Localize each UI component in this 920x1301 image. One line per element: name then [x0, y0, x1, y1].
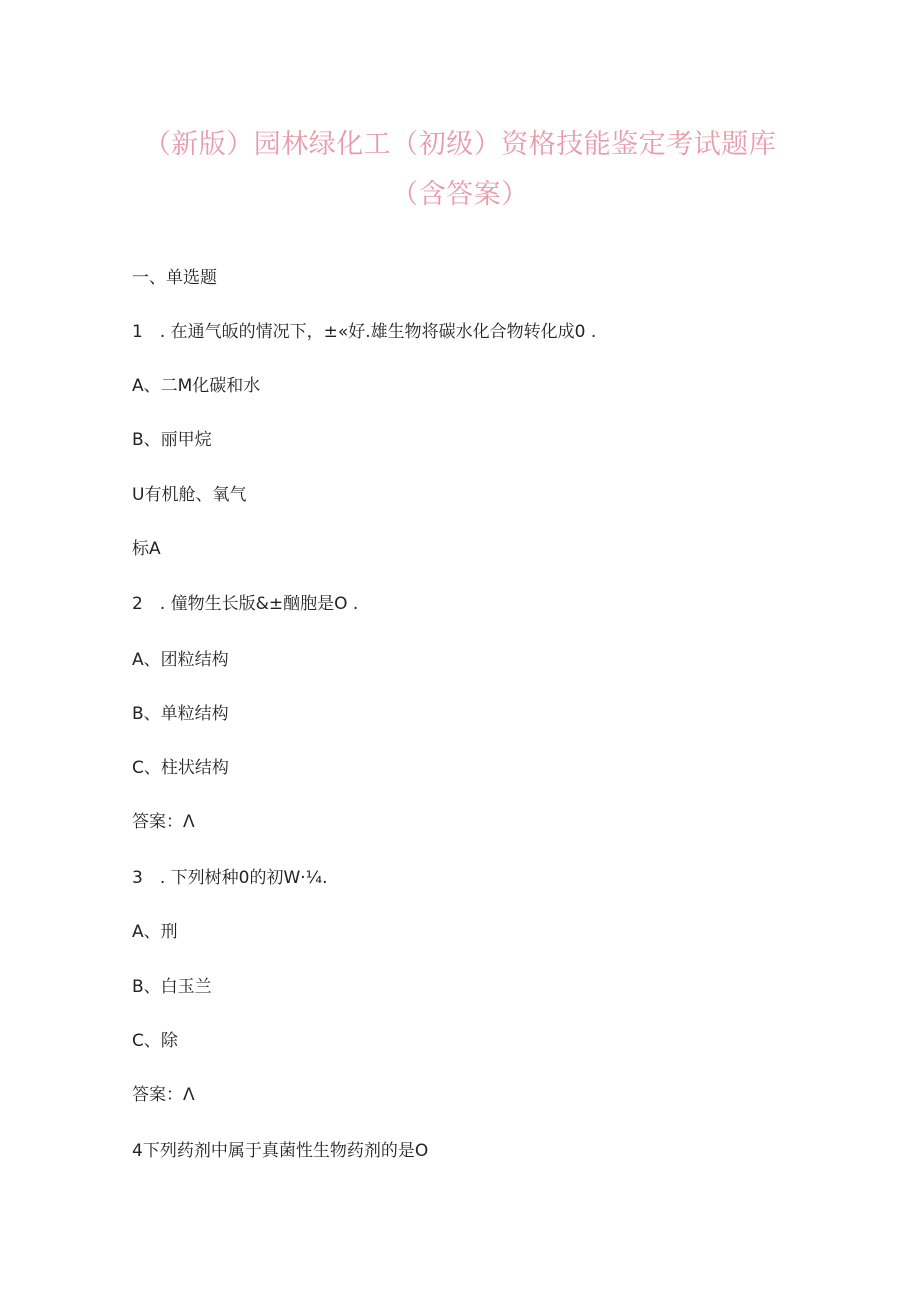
document-title: （新版）园林绿化工（初级）资格技能鉴定考试题库	[143, 129, 777, 160]
question-1-option-b: B、丽甲烷	[132, 430, 212, 450]
question-3-answer: 答案：Λ	[132, 1085, 195, 1105]
question-2-option-a: A、团粒结构	[132, 650, 229, 670]
question-1-option-a: A、二M化碳和水	[132, 376, 261, 396]
question-4: 4下列药剂中属于真菌性生物药剂的是O	[132, 1141, 429, 1161]
question-3-option-c: C、除	[132, 1031, 178, 1051]
question-1-answer: 标A	[132, 539, 161, 559]
question-2: 2 . 僮物生长版&±酗胞是O .	[132, 594, 359, 614]
section-heading: 一、单选题	[132, 268, 217, 288]
question-2-answer: 答案：Λ	[132, 812, 195, 832]
question-1: 1 . 在通气皈的情况下，±«好.雄生物将碳水化合物转化成0 .	[132, 322, 597, 342]
question-2-option-b: B、单粒结构	[132, 704, 229, 724]
question-3-option-b: B、白玉兰	[132, 977, 212, 997]
question-2-option-c: C、柱状结构	[132, 758, 229, 778]
question-3-option-a: A、刑	[132, 922, 178, 942]
document-subtitle: （含答案）	[391, 179, 529, 210]
question-1-option-c: U有机舱、氧气	[132, 485, 247, 505]
question-3: 3 . 下列树种0的初W·¼.	[132, 868, 328, 888]
